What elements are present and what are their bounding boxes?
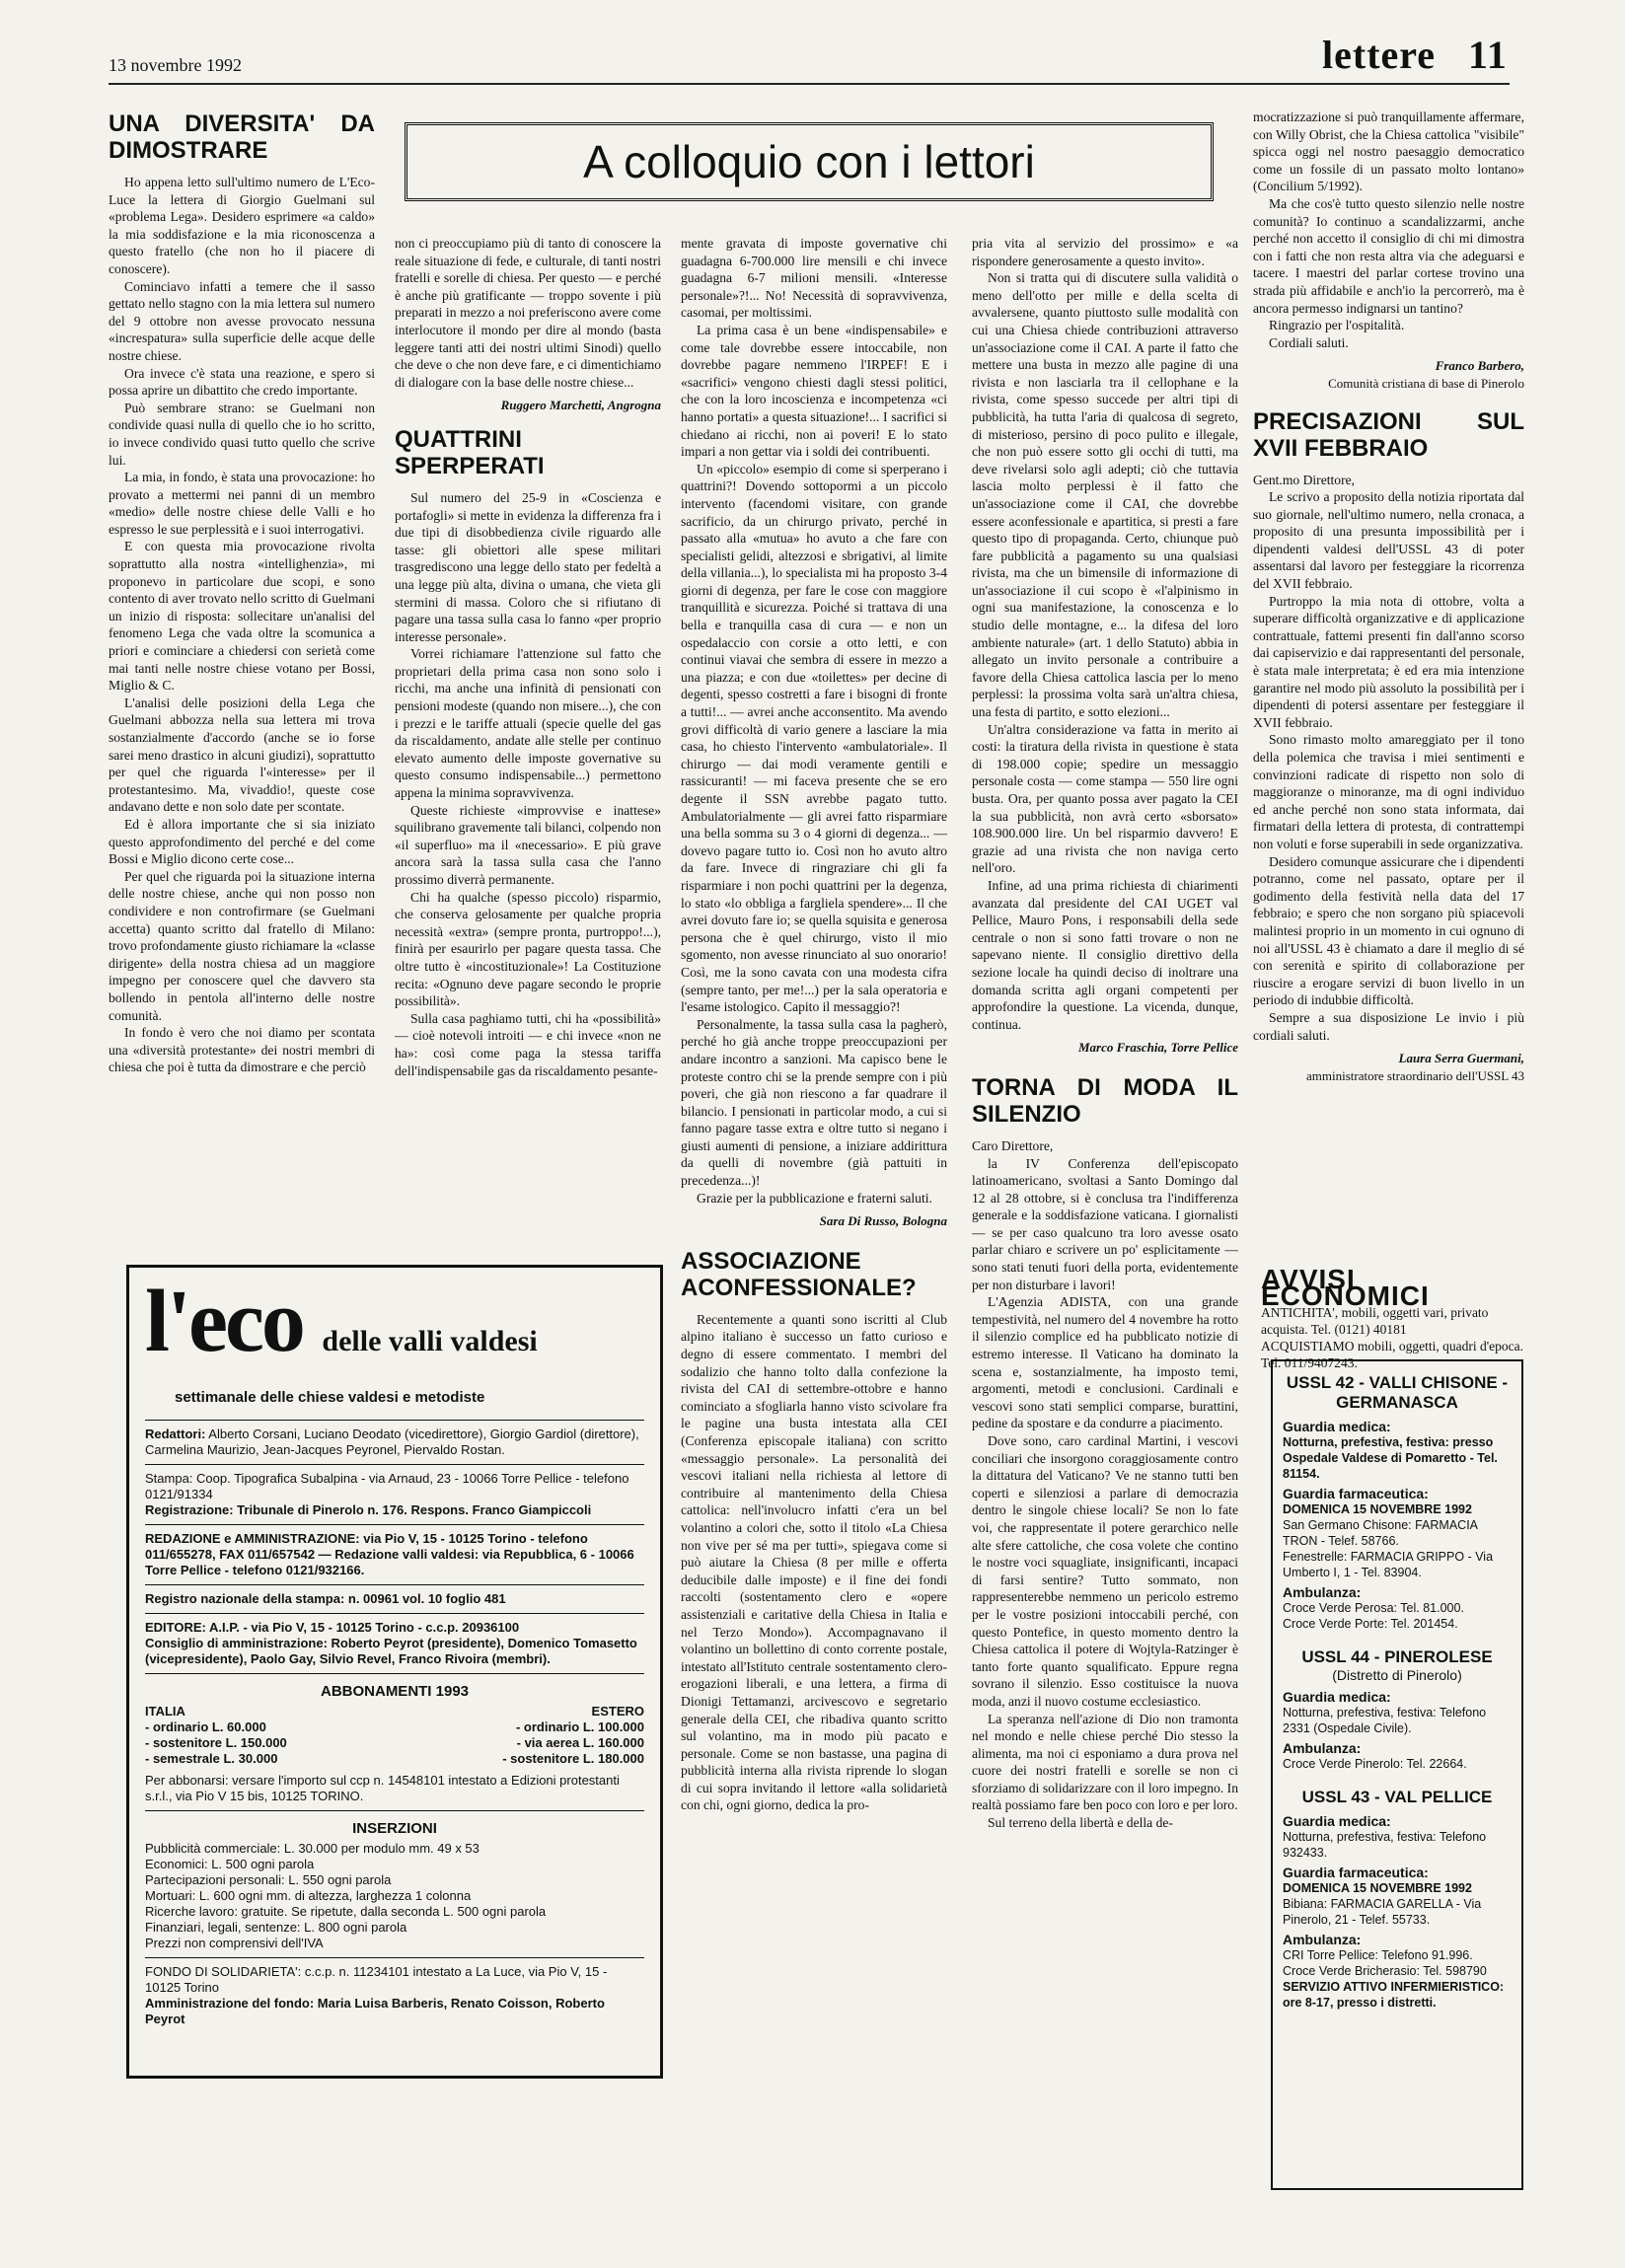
registration-info: Registrazione: Tribunale di Pinerolo n. 176. Respons. Franco Giampiccoli xyxy=(145,1502,592,1517)
logo-suffix: delle valli valdesi xyxy=(322,1325,538,1357)
ussl-title: USSL 44 - PINEROLESE xyxy=(1301,1647,1493,1666)
paragraph: Grazie per la pubblicazione e fraterni saluti. xyxy=(697,1190,932,1206)
paragraph: Sul numero del 25-9 in «Coscienza e portafogli» si mette in evidenza la differenza fra i due tipi di disobbedienza civile riguardo alle tasse: gli obiettori alle spese militari trasgrediscono una legge dello stato per fedeltà a una legge più alta, divina o umana, che vieta gli stermini di massa. Coloro che si rifiutano di pagare una tassa sulla casa lo fanno «per proprio interesse personale». xyxy=(395,489,661,644)
paragraph: La prima casa è un bene «indispensabile» e come tale dovrebbe essere intoccabile, non dovrebbe pagare nemmeno l'IRPEF! E i «sacrifici» vengono chiesti dagli stessi politici, che con la loro incoscienza e incompetenza «ci hanno portati» a questa situazione!... I sacrifici si chiedano ai ricchi, non ai poveri! E lo stato impari a non gettar via i soldi dei contribuenti. xyxy=(681,322,947,460)
service-line: CRI Torre Pellice: Telefono 91.996. xyxy=(1283,1948,1473,1962)
paragraph: la IV Conferenza dell'episcopato latinoamericano, svoltasi a Santo Domingo dal 12 al 28 ottobre, si è conclusa tra l'indifferenza generale e la soddisfazione vaticana. I giornalisti — se per caso qualcuno tra loro avesse osato parlar chiaro e scrivere un po' esplicitamente — sono stati tenuti fuori della porta, evidentemente per non disturbare i lavori! xyxy=(972,1155,1238,1292)
article-title: QUATTRINI SPERPERATI xyxy=(395,425,545,479)
editors-list: Alberto Corsani, Luciano Deodato (vicedirettore), Giorgio Gardiol (direttore), Carmelina Maurizio, Jean-Jacques Peyronel, Piervaldo Rostan. xyxy=(145,1427,639,1457)
classified-item: ANTICHITA', mobili, oggetti vari, privato acquista. Tel. (0121) 40181 xyxy=(1261,1305,1489,1337)
paragraph: Ringrazio per l'ospitalità. xyxy=(1269,318,1405,333)
classified-item: ACQUISTIAMO mobili, oggetti, quadri d'epoca. Tel. 011/9407243. xyxy=(1261,1339,1524,1370)
paragraph: mocratizzazione si può tranquillamente affermare, con Willy Obrist, che la Chiesa cattolica "visibile" spicca oggi nel nostro paesaggio democratico come un fossile di un passato molto lontano» (Concilium 5/1992). xyxy=(1253,110,1524,194)
ussl-subtitle: (Distretto di Pinerolo) xyxy=(1332,1667,1462,1683)
paragraph: In fondo è vero che noi diamo per scontata una «diversità protestante» dei nostri membri di chiesa che poi è tutta da dimostrare e che perciò xyxy=(109,1025,375,1075)
subscription-instructions: Per abbonarsi: versare l'importo sul ccp n. 14548101 intestato a Edizioni protestanti s.r.l., via Pio V 15 bis, 10125 TORINO. xyxy=(145,1773,620,1803)
paragraph: Recentemente a quanti sono iscritti al Club alpino italiano è successo un fatto curioso e degno di essere commentato. I membri del sodalizio che hanno tolto dalla confezione la rivista del CAI di settembre-ottobre e hanno cominciato a sfogliarla hanno visto scivolare fra le pagine una busta intestata alla CEI (Conferenza episcopale italiana) con scritto «messaggio personale». La personalità dei vescovi italiani nella richiesta al lettore di contribuire al mantenimento della Chiesa cattolica: nell'involucro infatti c'era un bel volantino a colori che, sotto il titolo «La Chiesa non vive per sé ma per tutti», spiegava come si può aiutare la Chiesa (8 per mille e offerta deducibile dalle imposte) e il fine dei fondi raccolti (sostentamento clero e «opere assistenziali e caritative della Chiesa in Italia e nel Terzo Mondo»). Accompagnavano il volantino un bollettino di conto corrente postale, intestato all'Istituto centrale sostentamento clero-erogazioni liberali, e una lettera, a firma di Dionigi Tettamanzi, arcivescovo e segretario generale della CEI, che ribadiva quanto scritto sul volantino, ma in modo più pacato e personale. Come se non bastasse, una pagina di pubblicità interna alla rivista riprende lo slogan di cui sopra invitando il lettore «alla solidarietà con chi, ogni giorno, dedica la pro- xyxy=(681,1311,947,1813)
salutation: Gent.mo Direttore, xyxy=(1253,472,1356,487)
service-heading: Guardia medica: xyxy=(1283,1689,1391,1705)
subscription-rates xyxy=(145,1704,644,1767)
service-line: DOMENICA 15 NOVEMBRE 1992 xyxy=(1283,1881,1472,1895)
newspaper-logo xyxy=(145,1273,644,1386)
ads-section xyxy=(145,1810,644,1957)
service-line: Croce Verde Pinerolo: Tel. 22664. xyxy=(1283,1757,1467,1771)
service-line: DOMENICA 15 NOVEMBRE 1992 xyxy=(1283,1502,1472,1516)
health-services-box xyxy=(1271,1359,1523,2190)
paragraph: Ed è allora importante che si sia iniziato questo approfondimento del perché e del come Bossi e Miglio dicono certe cose... xyxy=(109,816,375,867)
paragraph: Per quel che riguarda poi la situazione interna delle nostre chiese, anche qui non posso non condividere e non controfirmare (se Guelmani accetta) quanto scritto dal fratello di Milano: trovo profondamente giusto richiamare la «classe dirigente» della nostra chiesa ad un maggiore impegno per conoscere quel che davvero sta bollendo in pentola all'interno delle nostre comunità. xyxy=(109,868,375,1023)
rate-line: - ordinario L. 60.000 xyxy=(145,1719,266,1734)
paragraph: Sulla casa paghiamo tutti, chi ha «possibilità» — cioè notevoli introiti — e chi invece «non ne ha»: così come paga la stessa tariffa dell'indispensabile gas da riscaldamento pesante- xyxy=(395,1010,661,1078)
service-line: Fenestrelle: FARMACIA GRIPPO - Via Umberto I, 1 - Tel. 83904. xyxy=(1283,1550,1494,1579)
signature: Franco Barbero, xyxy=(1435,358,1524,374)
article-title: ASSOCIAZIONE ACONFESSIONALE? xyxy=(681,1247,917,1301)
ad-rate: Economici: L. 500 ogni parola xyxy=(145,1857,315,1871)
paragraph: Sul terreno della libertà e della de- xyxy=(988,1815,1173,1831)
paragraph: Vorrei richiamare l'attenzione sul fatto che proprietari della prima casa non sono solo i ricchi, ma anche una infinità di pensionati con pensioni modeste (quando non misere...), che con i prezzi e le tariffe attuali (specie quelle del gas da riscaldamento, andate alle stelle per continuo elevato aumento delle imposte governative su questo consumo indispensabile...) permettono appena la minima sopravvivenza. xyxy=(395,646,661,801)
paragraph: Personalmente, la tassa sulla casa la pagherò, perché ho già anche troppe preoccupazioni per andare incontro a sanzioni. Ma capisco bene le proteste contro chi se la prende sempre con i più poveri, che già non riescono a far quadrare il bilancio. I pensionati in particolar modo, a cui si fanno pagare tasse extra e oltre tutto si negano i giusti aumenti di pensione, a iniziare addirittura da quelli di novembre (già pattuiti in precedenza...)! xyxy=(681,1016,947,1189)
paragraph: Chi ha qualche (spesso piccolo) risparmio, che conserva gelosamente per qualche propria necessità «extra» (sempre pronta, purtroppo!...), finirà per esaurirlo per pagare questa tassa. Che oltre tutto è «incostituzionale»! La Costituzione recita: «Ognuno deve pagare secondo le proprie possibilità». xyxy=(395,889,661,1009)
ussl-title: USSL 42 - VALLI CHISONE - GERMANASCA xyxy=(1286,1373,1509,1412)
article-title: TORNA DI MODA IL SILENZIO xyxy=(972,1073,1238,1128)
subscriptions-section xyxy=(145,1673,644,1810)
rate-line: - via aerea L. 160.000 xyxy=(516,1735,644,1750)
paragraph: Ma che cos'è tutto questo silenzio nelle nostre comunità? Io continuo a scandalizzarmi, anche perché non accetto il consiglio di chi mi dimostra con i fatti che non resta altra via che adeguarsi e tacere. I maestri del parlar cortese trovino una strada più affidabile e anch'io la percorrerò, ma è ancora permesso indignarsi un tantino? xyxy=(1253,195,1524,316)
classified-title: AVVISI ECONOMICI xyxy=(1261,1264,1430,1311)
service-line: Croce Verde Bricherasio: Tel. 598790 xyxy=(1283,1964,1487,1978)
solidarity-fund-section xyxy=(145,1957,644,2033)
signature-affiliation: Comunità cristiana di base di Pinerolo xyxy=(1328,375,1524,391)
rate-line: - sostenitore L. 150.000 xyxy=(145,1735,287,1750)
rate-line: - semestrale L. 30.000 xyxy=(145,1751,278,1766)
registry-section: Registro nazionale della stampa: n. 00961 vol. 10 foglio 481 xyxy=(145,1584,644,1613)
printer-info: Stampa: Coop. Tipografica Subalpina - via Arnaud, 23 - 10066 Torre Pellice - telefono 0121/91334 xyxy=(145,1471,629,1501)
abroad-label: ESTERO xyxy=(591,1704,644,1719)
paragraph: Cordiali saluti. xyxy=(1269,334,1349,350)
column-5 xyxy=(1253,109,1524,1223)
subscriptions-title: ABBONAMENTI 1993 xyxy=(320,1683,470,1700)
paragraph: Desidero comunque assicurare che i dipendenti potranno, come nel passato, optare per il godimento della festività nella data del 17 febbraio; e spero che non sorgano più spiacevoli malintesi proprio in un momento in cui ognuno di noi all'USSL 43 è chiamato a dare il meglio di sé con serenità e spirito di collaborazione per riuscire a erogare servizi di buon livello in un periodo di indubbie difficoltà. xyxy=(1253,853,1524,1008)
office-section: REDAZIONE e AMMINISTRAZIONE: via Pio V, 15 - 10125 Torino - telefono 011/655278, FAX 011/657542 — Redazione valli valdesi: via Repubblica, 6 - 10066 Torre Pellice - telefono 0121/932166. xyxy=(145,1524,644,1584)
section-header xyxy=(1322,32,1508,78)
editors-label: Redattori: xyxy=(145,1427,206,1441)
salutation: Caro Direttore, xyxy=(972,1137,1054,1153)
italy-label: ITALIA xyxy=(145,1704,185,1719)
service-line: Bibiana: FARMACIA GARELLA - Via Pinerolo, 21 - Telef. 55733. xyxy=(1283,1897,1482,1927)
masthead-subtitle: settimanale delle chiese valdesi e metodiste xyxy=(175,1389,485,1406)
service-line: Croce Verde Porte: Tel. 201454. xyxy=(1283,1617,1458,1631)
paragraph: Infine, ad una prima richiesta di chiarimenti avanzata dal presidente del CAI UGET val Pellice, Mauro Pons, i responsabili della sede centrale o non si sono fatti trovare o non ne sapevano niente. Il consiglio direttivo della sezione locale ha quindi deciso di inoltrare una domanda scritta agli organi competenti per approfondire la questione. La vicenda, dunque, continua. xyxy=(972,877,1238,1032)
paragraph: Sempre a sua disposizione Le invio i più cordiali saluti. xyxy=(1253,1009,1524,1043)
service-line: San Germano Chisone: FARMACIA TRON - Telef. 58766. xyxy=(1283,1518,1478,1548)
paragraph: Ora invece c'è stata una reazione, e spero si possa aprire un dibattito che credo importante. xyxy=(109,365,375,399)
ad-rate: Finanziari, legali, sentenze: L. 800 ogni parola xyxy=(145,1920,407,1935)
paragraph: L'Agenzia ADISTA, con una grande tempestività, nel numero del 4 novembre ha rotto il silenzio complice ed ha pubblicato notizie di estremo interesse. Il Vaticano ha dominato la scena e, sostanzialmente, ha imposto temi, argomenti, metodi e conclusioni. Cardinali e vescovi sono stati semplici comparse, burattini, pedine da spostare e da condurre a piacimento. xyxy=(972,1294,1238,1431)
ad-rate: Ricerche lavoro: gratuite. Se ripetute, dalla seconda L. 500 ogni parola xyxy=(145,1904,547,1919)
solidarity-fund-admin: Amministrazione del fondo: Maria Luisa Barberis, Renato Coisson, Roberto Peyrot xyxy=(145,1996,605,2026)
header-rule xyxy=(109,83,1510,85)
classified-ads xyxy=(1261,1264,1527,1370)
rate-line: - ordinario L. 100.000 xyxy=(515,1719,644,1734)
paragraph: Ho appena letto sull'ultimo numero de L'Eco-Luce la lettera di Giorgio Guelmani sul «problema Lega». Desidero esprimere «a caldo» la mia soddisfazione e la mia riconoscenza a questo fratello (che non ho il piacere di conoscere). xyxy=(109,175,375,276)
paragraph: Non si tratta qui di discutere sulla validità o meno dell'otto per mille e della scelta di avvalersene, quanto piuttosto sulle modalità con cui una Chiesa chiede contribuzioni attraverso un'associazione come il CAI. A parte il fatto che mettere una busta in mezzo alle pagine di una rivista e non lasciarla tra il cellophane e la rivista, come spesso succede per altri tipi di pubblicità, ha tutta l'aria di qualcosa di segreto, di misterioso, persino di poco pulito e illegale, che non può essere sotto gli occhi di tutti, ma deve rivelarsi solo agli adepti; ciò che tuttavia lascia molto perplessi è il fatto che un'associazione come il CAI, che dovrebbe essere aconfessionale e apartitica, si presti a fare questo tipo di propaganda. Certo, chiunque può fare pubblicità a pagamento su una qualsiasi rivista, ma che un bimensile di informazione di un'associazione il cui scopo è «l'alpinismo in ogni sua manifestazione, la conoscenza e lo studio delle montagne, e... la difesa del loro ambiente naturale» (art. 1 dello Statuto) abbia in allegato un invito personale a contribuire a favore della Chiesa cattolica lascia per lo meno perplessi: la prossima volta sarà un'altra chiesa, una festa di partito, e sotto elezioni... xyxy=(972,270,1238,720)
solidarity-fund: FONDO DI SOLIDARIETA': c.c.p. n. 11234101 intestato a La Luce, via Pio V, 15 - 10125 Torino xyxy=(145,1964,608,1995)
section-name: lettere xyxy=(1322,33,1437,77)
article-diversita xyxy=(109,110,375,1250)
signature-affiliation: amministratore straordinario dell'USSL 43 xyxy=(1305,1067,1524,1083)
paragraph: Queste richieste «improvvise e inattese» squilibrano gravemente tali bilanci, colpendo non «il superfluo» ma il «necessario». E più grave ancora sarà la tassa sulla casa che l'anno prossimo diverrà permanente. xyxy=(395,802,661,887)
paragraph: Un'altra considerazione va fatta in merito ai costi: la tiratura della rivista in questione è stata di 198.000 copie; spedire un messaggio personale costa — come stampa — 550 lire ogni busta. Ora, per quanto possa aver pagato la CEI la sua pubblicità, non avrà certo «sborsato» 108.900.000 lire. Un bel risparmio davvero! E grazie ad una rivista che non naviga certo nell'oro. xyxy=(972,721,1238,876)
signature: Sara Di Russo, Bologna xyxy=(819,1213,947,1229)
service-line: Croce Verde Perosa: Tel. 81.000. xyxy=(1283,1601,1464,1615)
paragraph: La mia, in fondo, è stata una provocazione: ho provato a mettermi nei panni di un membro «medio» delle nostre chiese delle Valli e ho espresso le sue perplessità e i suoi interrogativi. xyxy=(109,470,375,537)
ussl-title: USSL 43 - VAL PELLICE xyxy=(1301,1788,1493,1806)
service-line: SERVIZIO ATTIVO INFERMIERISTICO: ore 8-17, presso i distretti. xyxy=(1283,1980,1505,2010)
column-4 xyxy=(972,235,1238,2193)
paragraph: L'analisi delle posizioni della Lega che Guelmani abbozza nella sua lettera mi trova sostanzialmente d'accordo (anche se io forse sarei meno drastico in alcuni giudizi), soprattutto per quel che riguarda l'«interesse» per il protestantesimo. Ma, vivaddio!, queste cose andavano dette e non solo date per scontate. xyxy=(109,695,375,815)
editors-section xyxy=(145,1420,644,1464)
ad-rate: Pubblicità commerciale: L. 30.000 per modulo mm. 49 x 53 xyxy=(145,1841,480,1856)
service-heading: Guardia medica: xyxy=(1283,1813,1391,1829)
paragraph: pria vita al servizio del prossimo» e «a rispondere generosamente a questo invito». xyxy=(972,236,1238,268)
ads-title: INSERZIONI xyxy=(352,1820,437,1837)
service-heading: Guardia medica: xyxy=(1283,1419,1391,1434)
service-heading: Ambulanza: xyxy=(1283,1932,1362,1947)
column-3 xyxy=(681,235,947,2193)
publisher-section xyxy=(145,1613,644,1673)
logo-text: l'eco xyxy=(145,1273,303,1370)
issue-date: 13 novembre 1992 xyxy=(109,55,242,75)
service-heading: Ambulanza: xyxy=(1283,1584,1362,1600)
service-line: Notturna, prefestiva, festiva: Telefono 932433. xyxy=(1283,1830,1487,1860)
article-title: PRECISAZIONI SUL XVII FEBBRAIO xyxy=(1253,407,1524,462)
signature: Laura Serra Guermani, xyxy=(1398,1051,1524,1066)
paragraph: mente gravata di imposte governative chi guadagna 6-700.000 lire mensili e chi invece guadagna 6-7 milioni mensili. «Interesse personale»?!... No! Necessità di sopravvivenza, casomai, per moltissimi. xyxy=(681,236,947,321)
publisher-info: EDITORE: A.I.P. - via Pio V, 15 - 10125 Torino - c.c.p. 20936100 xyxy=(145,1620,520,1635)
paragraph: La speranza nell'azione di Dio non tramonta nel mondo e nelle chiese perché Dio stesso la alimenta, ma noi ci esponiamo a dura prova nel cuore dei nostri fratelli e sorelle se non ci sforziamo di solidarizzare con il loro impegno. In realtà possiamo fare ben poco con loro e per loro. xyxy=(972,1711,1238,1813)
service-heading: Guardia farmaceutica: xyxy=(1283,1865,1429,1880)
ad-rate: Partecipazioni personali: L. 550 ogni parola xyxy=(145,1872,392,1887)
page-number: 11 xyxy=(1468,33,1508,77)
paragraph: Purtroppo la mia nota di ottobre, volta a superare difficoltà organizzative e di applicazione contrattuale, fattemi presenti fin dall'anno scorso dai capiservizio e dai rappresentanti del personale, è stata male interpretata; è ed era mia intenzione garantire nel modo più assoluto la possibilità per i dipendenti di potersi assentare per festeggiare il XVII febbraio. xyxy=(1253,593,1524,730)
article-title: UNA DIVERSITA' DA DIMOSTRARE xyxy=(109,110,375,164)
service-line: Notturna, prefestiva, festiva: presso Ospedale Valdese di Pomaretto - Tel. 81154. xyxy=(1283,1435,1498,1481)
ad-rate: Mortuari: L. 600 ogni mm. di altezza, larghezza 1 colonna xyxy=(145,1888,472,1903)
service-line: Notturna, prefestiva, festiva: Telefono 2331 (Ospedale Civile). xyxy=(1283,1706,1487,1735)
print-section xyxy=(145,1464,644,1524)
page-title: A colloquio con i lettori xyxy=(405,122,1214,201)
service-heading: Guardia farmaceutica: xyxy=(1283,1486,1429,1501)
service-heading: Ambulanza: xyxy=(1283,1740,1362,1756)
paragraph: non ci preoccupiamo più di tanto di conoscere la reale situazione di fede, e culturale, di tanti nostri fratelli e sorelle di chiesa. Per questo — e perché è anche più gratificante — troppo sovente i più preparati in mezzo a noi preferiscono avere come interlocutore il mondo per dire al mondo (basta leggere tanti atti dei nostri ultimi Sinodi) quello che deve o che non deve fare, e ci dimentichiamo di dialogare con la base delle nostre chiese... xyxy=(395,236,661,390)
rate-line: - sostenitore L. 180.000 xyxy=(502,1751,644,1766)
abroad-rates xyxy=(502,1704,644,1767)
paragraph: E con questa mia provocazione rivolta soprattutto alla nostra «intellighenzia», mi proponevo in particolare due scopi, e sono contento di aver trovato nello scritto di Guelmani un inizio di risposta: sollecitare un'analisi del fenomeno Lega che vada oltre la scomunica a priori e cominciare a chiedersi con serietà come mai tanti nelle nostre chiese votano per Bossi, Miglio & C. xyxy=(109,539,375,694)
paragraph: Dove sono, caro cardinal Martini, i vescovi conciliari che insorgono coraggiosamente contro la dittatura del Vaticano? Ve ne stanno tutti ben coperti e silenziosi a parlare di democrazia dentro le singole chiese locali? Se non lo fate voi, che rappresentate il potere gerarchico nelle alte sfere cattoliche, che cosa volete che contino le nostre voci squagliate, insignificanti, incapaci di farsi sentire? Tutto sommato, non rappresenterebbe nemmeno un pericolo estremo per le vostre posizioni intoccabili perché, con questo Pontefice, in questo momento dentro la Chiesa cattolica il potere di Wojtyla-Ratzinger è tanto forte quanto squalificato. Eppure regna sovrano il silenzio. Esso costituisce la nuova moda, anzi il nuovo costume ecclesiastico. xyxy=(972,1433,1238,1709)
paragraph: Può sembrare strano: se Guelmani non condivide quasi nulla di quello che io ho scritto, io invece condivido quasi tutto quello che scrive lui. xyxy=(109,400,375,468)
paragraph: Le scrivo a proposito della notizia riportata dal suo giornale, nell'ultimo numero, nella cronaca, a proposito di una presunta impossibilità per i dipendenti valdesi dell'USSL 43 di poter assentarsi dal lavoro per festeggiare la ricorrenza del XVII febbraio. xyxy=(1253,489,1524,592)
signature: Marco Fraschia, Torre Pellice xyxy=(1077,1040,1238,1056)
paragraph: Sono rimasto molto amareggiato per il tono della polemica che travisa i miei sentimenti e convinzioni radicate di rispetto non solo di maggioranze o minoranze, ma di ogni individuo ed anche perché non sono stata informata, dai firmatari della lettera di protesta, di contrattempi non voluti e forse superabili in sede organizzativa. xyxy=(1253,732,1524,851)
board-info: Consiglio di amministrazione: Roberto Peyrot (presidente), Domenico Tomasetto (vicepresidente), Paolo Gay, Silvio Revel, Franco Rivoira (membri). xyxy=(145,1636,637,1666)
paragraph: Un «piccolo» esempio di come si sperperano i quattrini?! Dovendo sottopormi a un piccolo intervento (facendomi visitare, con grande sacrificio, da un chirurgo privato, perché in passato alla «mutua» ho avuto a che fare con specialisti gelidi, altezzosi e sbrigativi, al limite della villania...), lo specialista mi ha proposto 3-4 giorni di degenza, per fare le cose con maggiore tranquillità e sicurezza. Poiché si trattava di una bella e tranquilla casa di cura — e non un ospedalaccio con corsie a otto letti, e con continui viavai che sembra di essere in mezzo a una piazza; e con due «toilettes» per decine di degenti, spesso costretti a fare i bisogni di fronte a tutti!... — avrei anche acconsentito. Ma avendo grovi difficoltà di vario genere a lasciare la mia casa, ho chiesto l'intervento «ambulatoriale». Il chirurgo — dai modi veramente gentili e rassicuranti! — mi faceva presente che se ero degente il SSN avrebbe pagato tutto. Ambulatorialmente — gli avrei fatto risparmiare una bella somma su 3 o 4 giorni di degenza... — dovevo pagare tutto io. Così non ho avuto altro da fare. Invece di ringraziare chi gli fa risparmiare i non pochi quattrini per la degenza, lo stato «lo obbliga a fargliela spendere»... Il che avrei dovuto fare io; se quella squisita e generosa persona che è quel chirurgo, visto il mio sgomento, non avesse rinunciato al suo onorario! Così, me la sono cavata con una modesta cifra (sempre tanto, per me!...) per la sala operatoria e l'esame istologico. Capito il messaggio?! xyxy=(681,461,947,1015)
column-2 xyxy=(395,235,661,1251)
italy-rates xyxy=(145,1704,287,1767)
paragraph: Cominciavo infatti a temere che il sasso gettato nello stagno con la mia lettera sul numero del 9 ottobre non avesse provocato nessuna «increspatura» sulla superficie delle acque delle nostre chiese. xyxy=(109,278,375,363)
ad-rate: Prezzi non comprensivi dell'IVA xyxy=(145,1936,324,1950)
signature: Ruggero Marchetti, Angrogna xyxy=(500,398,661,413)
masthead-box xyxy=(126,1265,663,2079)
